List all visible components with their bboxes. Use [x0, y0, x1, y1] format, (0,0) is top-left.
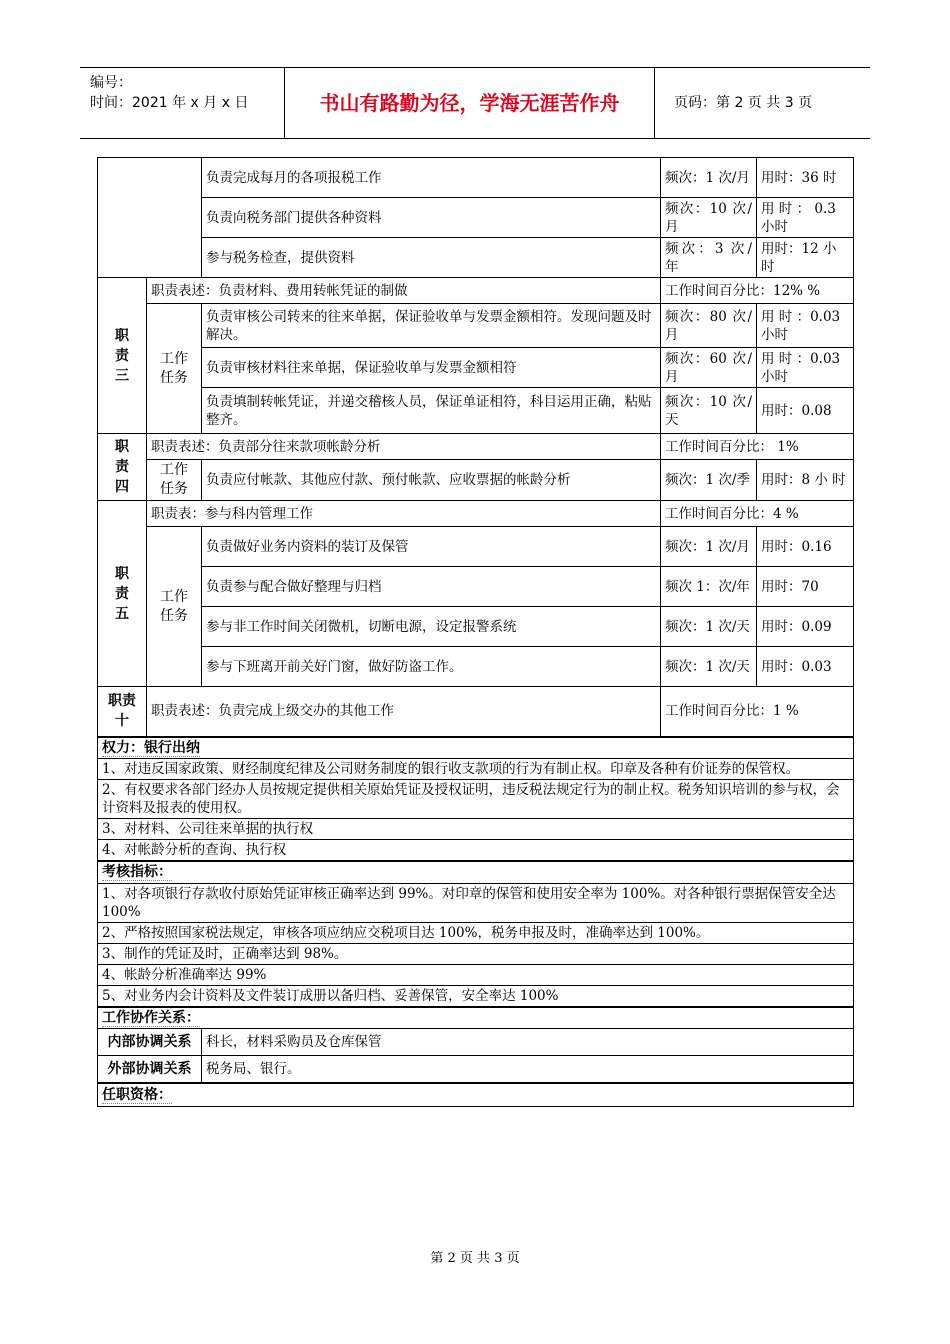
- table-row: [98, 647, 854, 687]
- work-task-label: [147, 304, 202, 434]
- duty-label: [98, 278, 147, 434]
- duty-description: 职责表述：负责完成上级交办的其他工作: [147, 687, 661, 737]
- power-title-text: 权力：银行出纳: [102, 739, 200, 756]
- time-cell: 用时：0.03: [757, 647, 854, 687]
- task-cell: 参与下班离开前关好门窗，做好防盗工作。: [202, 647, 661, 687]
- duty-label-text: 职责四: [115, 439, 129, 495]
- task-cell: 负责完成每月的各项报税工作: [202, 158, 661, 198]
- time-cell: 用时：12 小 时: [757, 238, 854, 278]
- coop-title-text: 工作协作关系：: [102, 1009, 200, 1026]
- coop-title: [98, 1007, 854, 1029]
- duty-description: 职责表述：负责部分往来款项帐龄分析: [147, 434, 661, 460]
- kpi-item: 4、帐龄分析准确率达 99%: [98, 964, 854, 985]
- section-header-row: [98, 1007, 854, 1029]
- duty-row: [98, 501, 854, 527]
- list-item: [98, 985, 854, 1007]
- time-cell: 用时：0.08: [757, 388, 854, 434]
- time-cell: 用时：36 时: [757, 158, 854, 198]
- frequency-cell: 频次：1 次/季: [661, 460, 757, 501]
- frequency-cell: 频次：1 次/天: [661, 647, 757, 687]
- kpi-item: 1、对各项银行存款收付原始凭证审核正确率达到 99%。对印章的保管和使用安全率为 100%。对各种银行票据保管安全达 100%: [98, 883, 854, 922]
- qualification-title-text: 任职资格：: [102, 1086, 172, 1103]
- table-row: [98, 460, 854, 501]
- duty-row: [98, 687, 854, 737]
- duty-label-text: 职责三: [115, 327, 129, 384]
- task-cell: 负责向税务部门提供各种资料: [202, 198, 661, 238]
- kpi-item: 2、严格按照国家税法规定，审核各项应纳应交税项目达 100%，税务申报及时，准确率达到 100%。: [98, 922, 854, 943]
- time-cell: 用时：70: [757, 567, 854, 607]
- time-cell: 用时：0.09: [757, 607, 854, 647]
- table-row: [98, 527, 854, 567]
- duty-label-text: 职责五: [115, 565, 129, 622]
- power-item: 2、有权要求各部门经办人员按规定提供相关原始凭证及授权证明，违反税法规定行为的制止权。税务知识培训的参与权，会计资料及报表的使用权。: [98, 780, 854, 819]
- duty-label: [98, 687, 147, 737]
- table-row: [98, 388, 854, 434]
- table-row: [98, 238, 854, 278]
- table-row: [98, 348, 854, 388]
- time-cell: 用时：8 小 时: [757, 460, 854, 501]
- table-row: [98, 198, 854, 238]
- task-cell: 负责做好业务内资料的装订及保管: [202, 527, 661, 567]
- table-row: [98, 1056, 854, 1083]
- qualification-title: [98, 1083, 854, 1107]
- duty-label: [98, 434, 147, 501]
- task-cell: 参与非工作时间关闭微机，切断电源，设定报警系统: [202, 607, 661, 647]
- header-page-number: [664, 68, 870, 138]
- kpi-title: [98, 861, 854, 883]
- list-item: [98, 922, 854, 943]
- job-description-table: [97, 157, 854, 1107]
- duty-row: [98, 434, 854, 460]
- table-row: [98, 607, 854, 647]
- duty-time-percent: 工作时间百分比： 1%: [661, 434, 854, 460]
- work-task-label: [147, 527, 202, 687]
- frequency-cell: 频次：1 次/月: [661, 158, 757, 198]
- section-header-row: [98, 737, 854, 759]
- time-cell: 用 时 ：0.03 小时: [757, 304, 854, 348]
- page-number-text: 页码：第 2 页 共 3 页: [674, 95, 813, 111]
- duty-row: [98, 278, 854, 304]
- frequency-cell: 频次：10 次/天: [661, 388, 757, 434]
- list-item: [98, 840, 854, 862]
- work-task-label-text: 工作任务: [160, 588, 188, 624]
- power-item: 1、对违反国家政策、财经制度纪律及公司财务制度的银行收支款项的行为有制止权。印章及各种有价证券的保管权。: [98, 759, 854, 780]
- work-task-label-text: 工作任务: [160, 350, 188, 386]
- doc-date: 时间：2021 年 x 月 x 日: [90, 95, 249, 111]
- task-cell: 参与税务检查，提供资料: [202, 238, 661, 278]
- list-item: [98, 759, 854, 780]
- external-coordination-label: 外部协调关系: [98, 1056, 202, 1083]
- duty-time-percent: 工作时间百分比：12% %: [661, 278, 854, 304]
- table-row: [98, 567, 854, 607]
- time-cell: 用 时 ： 0.3 小时: [757, 198, 854, 238]
- frequency-cell: 频次：3 次/ 年: [661, 238, 757, 278]
- frequency-cell: 频次：80 次/ 月: [661, 304, 757, 348]
- task-cell: 负责填制转帐凭证，并递交稽核人员，保证单证相符，科目运用正确，粘贴整齐。: [202, 388, 661, 434]
- frequency-cell: 频次：60 次/ 月: [661, 348, 757, 388]
- page-footer: 第 2 页 共 3 页: [430, 1251, 520, 1266]
- work-task-label-text: 工作任务: [160, 462, 188, 497]
- table-row: [98, 304, 854, 348]
- internal-coordination-value: 科长，材料采购员及仓库保管: [202, 1029, 854, 1056]
- task-cell: 负责参与配合做好整理与归档: [202, 567, 661, 607]
- power-item: 4、对帐龄分析的查询、执行权: [98, 840, 854, 862]
- frequency-cell: 频次：1 次/天: [661, 607, 757, 647]
- kpi-title-text: 考核指标：: [102, 864, 172, 881]
- kpi-item: 5、对业务内会计资料及文件装订成册以备归档、妥善保管，安全率达 100%: [98, 985, 854, 1007]
- task-cell: 负责审核材料往来单据，保证验收单与发票金额相符: [202, 348, 661, 388]
- power-item: 3、对材料、公司往来单据的执行权: [98, 819, 854, 840]
- task-cell: 负责应付帐款、其他应付款、预付帐款、应收票据的帐龄分析: [202, 460, 661, 501]
- list-item: [98, 964, 854, 985]
- continuation-label-cell: [98, 158, 202, 278]
- section-header-row: [98, 1083, 854, 1107]
- page-header: [80, 67, 870, 139]
- internal-coordination-label: 内部协调关系: [98, 1029, 202, 1056]
- task-cell: 负责审核公司转来的往来单据，保证验收单与发票金额相符。发现问题及时解决。: [202, 304, 661, 348]
- power-title: [98, 737, 854, 759]
- list-item: [98, 883, 854, 922]
- header-meta: [80, 68, 285, 138]
- time-cell: 用 时 ：0.03 小时: [757, 348, 854, 388]
- frequency-cell: 频次：1 次/月: [661, 527, 757, 567]
- duty-time-percent: 工作时间百分比：4 %: [661, 501, 854, 527]
- kpi-item: 3、制作的凭证及时，正确率达到 98%。: [98, 943, 854, 964]
- duty-label: [98, 501, 147, 687]
- duty-label-text: 职责十: [108, 693, 136, 730]
- list-item: [98, 780, 854, 819]
- work-task-label: [147, 460, 202, 501]
- duty-time-percent: 工作时间百分比：1 %: [661, 687, 854, 737]
- time-cell: 用时：0.16: [757, 527, 854, 567]
- frequency-cell: 频次 1：次/年: [661, 567, 757, 607]
- section-header-row: [98, 861, 854, 883]
- table-row: [98, 158, 854, 198]
- list-item: [98, 943, 854, 964]
- duty-description: 职责表述：负责材料、费用转帐凭证的制做: [147, 278, 661, 304]
- frequency-cell: 频次：10 次/ 月: [661, 198, 757, 238]
- duty-description: 职责表：参与科内管理工作: [147, 501, 661, 527]
- external-coordination-value: 税务局、银行。: [202, 1056, 854, 1083]
- doc-number: 编号：: [90, 75, 132, 91]
- table-row: [98, 1029, 854, 1056]
- header-motto: 书山有路勤为径，学海无涯苦作舟: [285, 68, 655, 138]
- list-item: [98, 819, 854, 840]
